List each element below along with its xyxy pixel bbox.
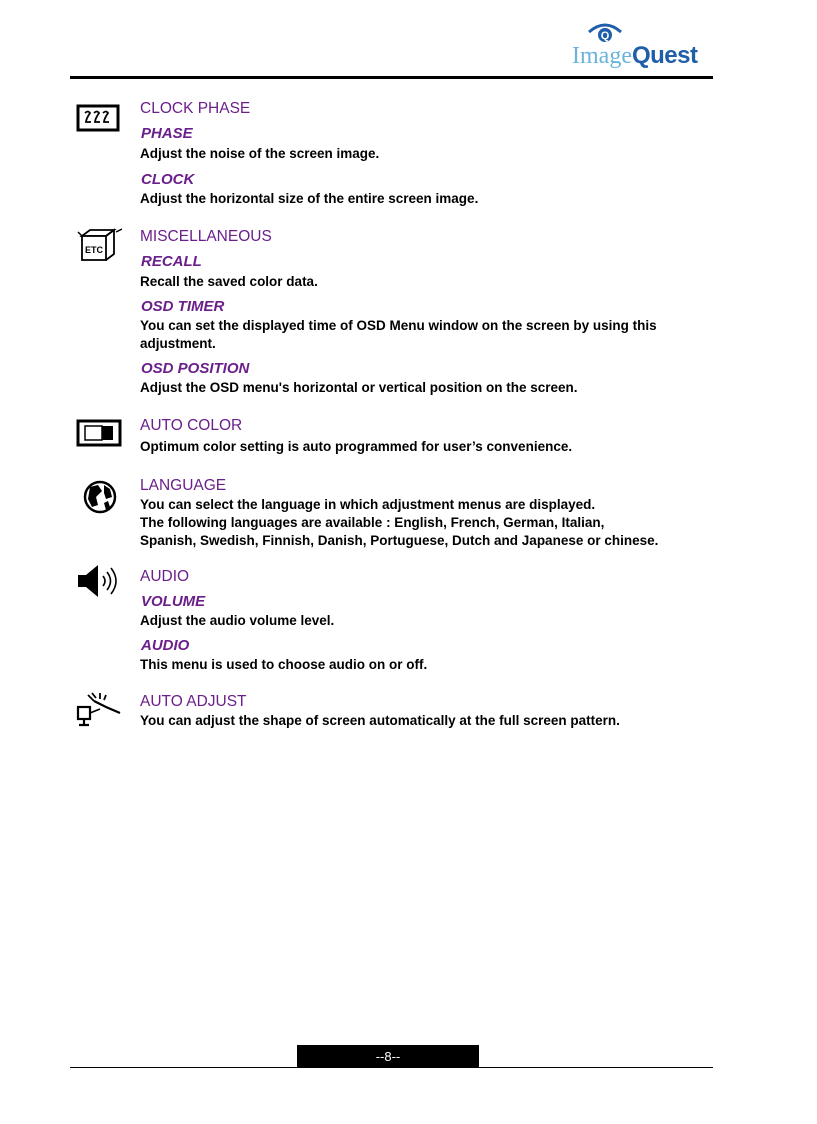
language-description-line-2: The following languages are available : English, French, German, Italian,	[140, 515, 605, 530]
osd-timer-description-line-2: adjustment.	[140, 336, 216, 351]
phase-subtitle: PHASE	[141, 125, 193, 142]
clock-phase-title: CLOCK PHASE	[140, 100, 251, 117]
auto-color-description: Optimum color setting is auto programmed for user’s convenience.	[140, 439, 573, 454]
auto-adjust-description: You can adjust the shape of screen automatically at the full screen pattern.	[140, 713, 620, 728]
osd-position-subtitle: OSD POSITION	[141, 360, 250, 377]
page-number: --8--	[297, 1045, 479, 1068]
etc-box-icon	[76, 228, 122, 268]
auto-adjust-title: AUTO ADJUST	[140, 693, 247, 710]
osd-timer-description-line-1: You can set the displayed time of OSD Menu window on the screen by using this	[140, 318, 657, 333]
volume-description: Adjust the audio volume level.	[140, 613, 335, 628]
auto-color-icon	[76, 417, 122, 457]
language-title: LANGUAGE	[140, 477, 227, 494]
logo-quest-text: Quest	[631, 42, 698, 69]
globe-icon	[76, 477, 122, 517]
recall-description: Recall the saved color data.	[140, 274, 318, 289]
logo-image-text: Image	[572, 43, 632, 69]
audio-description: This menu is used to choose audio on or off.	[140, 657, 428, 672]
language-description-line-3: Spanish, Swedish, Finnish, Danish, Portuguese, Dutch and Japanese or chinese.	[140, 533, 659, 548]
language-description-line-1: You can select the language in which adjustment menus are displayed.	[140, 497, 596, 512]
clock-description: Adjust the horizontal size of the entire screen image.	[140, 191, 479, 206]
auto-color-title: AUTO COLOR	[140, 417, 243, 434]
recall-subtitle: RECALL	[141, 253, 202, 270]
footer-rule	[70, 1067, 713, 1068]
phase-description: Adjust the noise of the screen image.	[140, 146, 380, 161]
logo-mark-letter: Q	[600, 30, 610, 42]
eye-logo-icon	[588, 22, 622, 44]
auto-adjust-icon	[76, 691, 122, 731]
clock-phase-icon	[76, 102, 122, 142]
logo-wordmark	[572, 42, 697, 70]
imagequest-logo	[572, 22, 712, 74]
volume-subtitle: VOLUME	[141, 593, 206, 610]
audio-subtitle: AUDIO	[141, 637, 190, 654]
osd-position-description: Adjust the OSD menu's horizontal or vertical position on the screen.	[140, 380, 578, 395]
speaker-icon	[76, 562, 122, 602]
audio-title: AUDIO	[140, 568, 190, 585]
osd-timer-subtitle: OSD TIMER	[141, 298, 225, 315]
miscellaneous-title: MISCELLANEOUS	[140, 228, 272, 245]
etc-icon-label: ETC	[85, 245, 103, 255]
clock-subtitle: CLOCK	[141, 171, 195, 188]
header-rule	[70, 76, 713, 79]
